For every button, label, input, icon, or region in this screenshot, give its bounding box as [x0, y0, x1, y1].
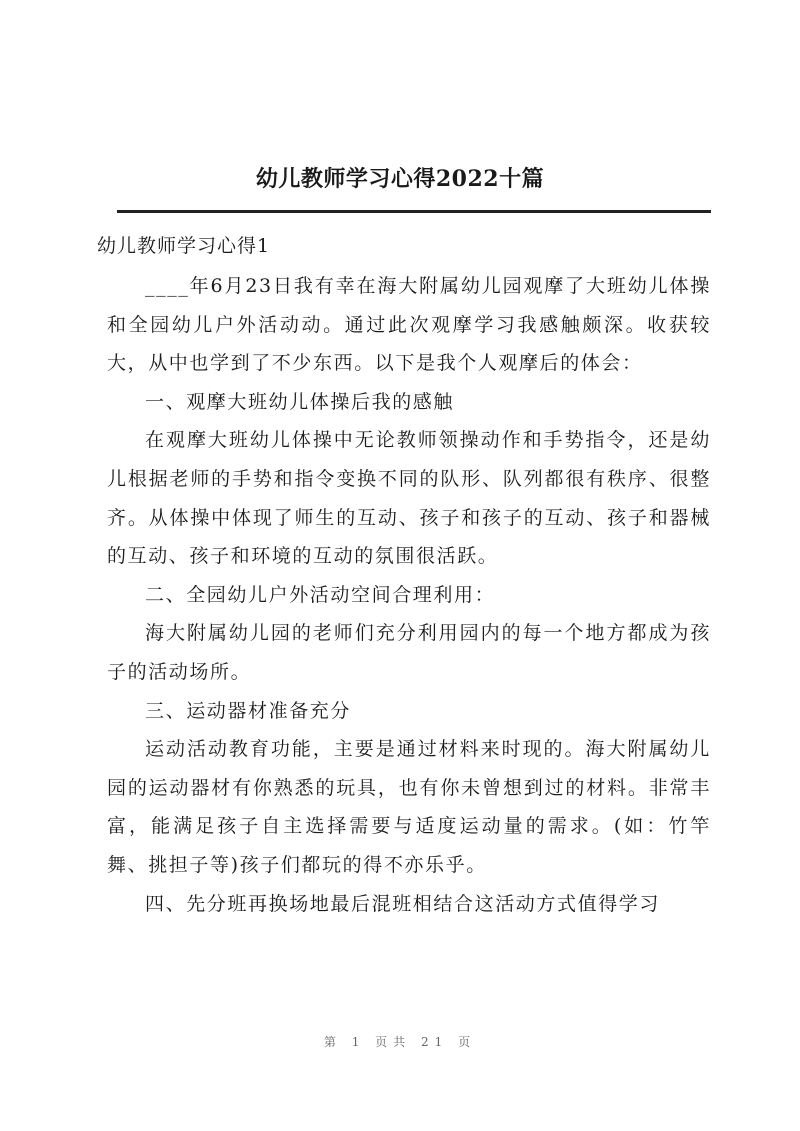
- title-divider: [117, 210, 711, 213]
- paragraph-space: 海大附属幼儿园的老师们充分利用园内的每一个地方都成为孩子的活动场所。: [107, 622, 711, 683]
- page-number-footer: 第 1 页共 21 页: [323, 1035, 477, 1049]
- page-title: 幼儿教师学习心得2022十篇: [255, 166, 545, 192]
- paragraph-heading-1: 一、观摩大班幼儿体操后我的感触: [145, 390, 455, 413]
- section-heading: 幼儿教师学习心得1: [97, 235, 271, 257]
- paragraph-heading-3: 三、运动器材准备充分: [145, 699, 352, 722]
- paragraph-heading-2: 二、全园幼儿户外活动空间合理利用：: [145, 583, 496, 606]
- paragraph-gymnastics: 在观摩大班幼儿体操中无论教师领操动作和手势指令，还是幼儿根据老师的手势和指令变换不同的队形、队列都很有秩序、很整齐。从体操中体现了师生的互动、孩子和孩子的互动、孩子和器械的互动、孩子和环境的互动的氛围很活跃。: [107, 429, 711, 568]
- paragraph-equipment: 运动活动教育功能，主要是通过材料来时现的。海大附属幼儿园的运动器材有你熟悉的玩具，也有你未曾想到过的材料。非常丰富，能满足孩子自主选择需要与适度运动量的需求。(如：竹竿舞、挑担子等)孩子们都玩的得不亦乐乎。: [107, 738, 711, 876]
- paragraph-intro: ____年6月23日我有幸在海大附属幼儿园观摩了大班幼儿体操和全园幼儿户外活动动。通过此次观摩学习我感触颇深。收获较大，从中也学到了不少东西。以下是我个人观摩后的体会：: [107, 275, 711, 375]
- body-text: [107, 267, 711, 923]
- paragraph-heading-4: 四、先分班再换场地最后混班相结合这活动方式值得学习: [145, 892, 661, 915]
